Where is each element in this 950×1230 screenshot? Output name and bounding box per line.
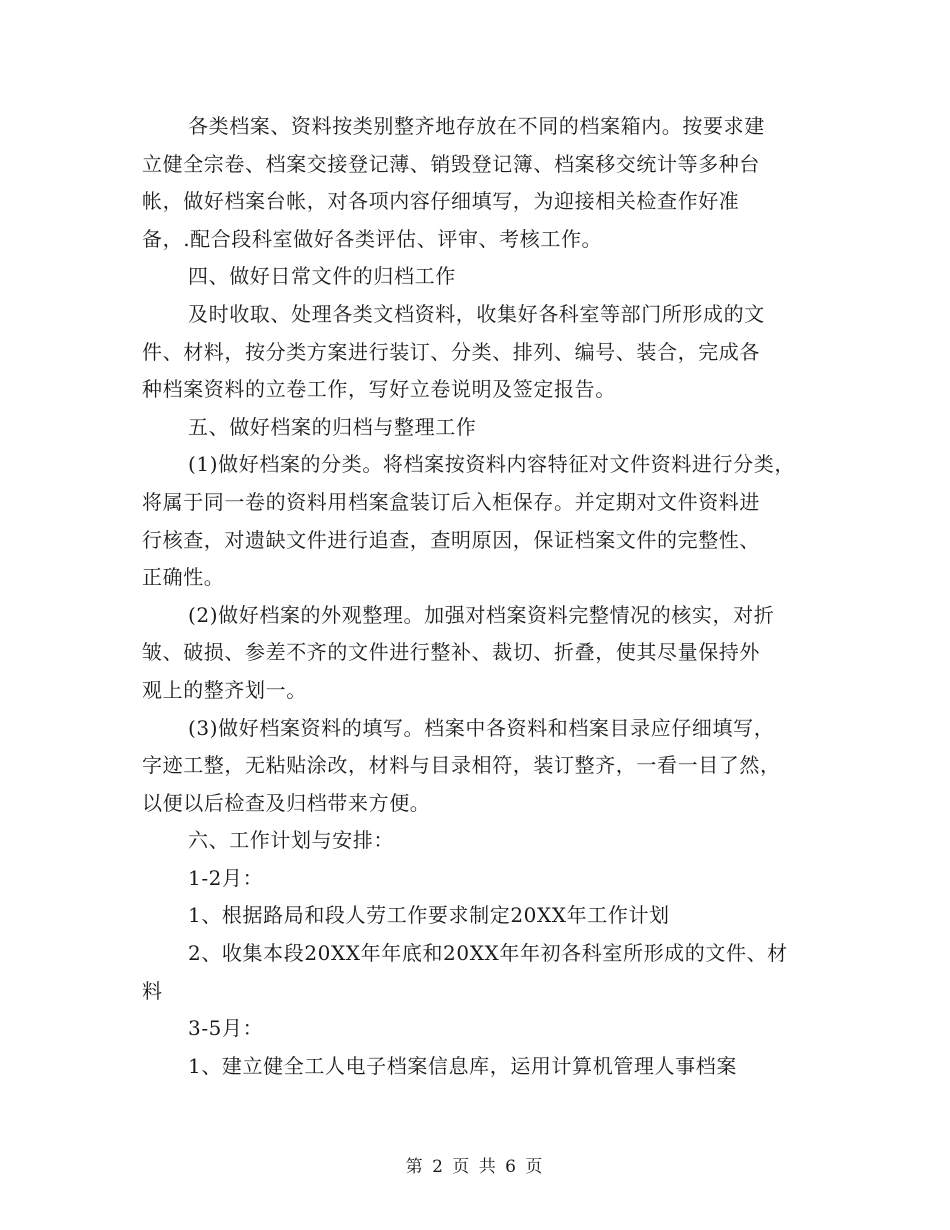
document-body <box>142 108 832 1085</box>
section-heading: 四、做好日常文件的归档工作 <box>188 264 456 289</box>
paragraph-line: 将属于同一卷的资料用档案盒装订后入柜保存。并定期对文件资料进 <box>142 489 760 514</box>
paragraph-line: 各类档案、资料按类别整齐地存放在不同的档案箱内。按要求建 <box>188 114 765 138</box>
paragraph-line: 观上的整齐划一。 <box>142 677 307 702</box>
section-heading: 六、工作计划与安排： <box>188 828 394 853</box>
schedule-item: 1、建立健全工人电子档案信息库，运用计算机管理人事档案 <box>188 1053 737 1078</box>
paragraph-line: (1)做好档案的分类。将档案按资料内容特征对文件资料进行分类， <box>188 452 795 477</box>
paragraph-line: 皱、破损、参差不齐的文件进行整补、裁切、折叠，使其尽量保持外 <box>142 640 760 665</box>
paragraph-line: 帐，做好档案台帐，对各项内容仔细填写，为迎接相关检查作好准 <box>142 189 740 214</box>
paragraph-line: 行核查，对遗缺文件进行追查，查明原因，保证档案文件的完整性、 <box>142 527 760 552</box>
page-number-footer: 第 2 页 共 6 页 <box>405 1157 545 1177</box>
paragraph-line: 及时收取、处理各类文档资料，收集好各科室等部门所形成的文 <box>188 301 765 326</box>
schedule-period: 3-5月： <box>188 1016 264 1041</box>
schedule-item: 料 <box>142 978 163 1003</box>
schedule-item: 1、根据路局和段人劳工作要求制定20XX年工作计划 <box>188 903 670 928</box>
paragraph-line: 种档案资料的立卷工作，写好立卷说明及签定报告。 <box>142 377 616 402</box>
paragraph-line: (2)做好档案的外观整理。加强对档案资料完整情况的核实，对折 <box>188 602 775 627</box>
schedule-period: 1-2月： <box>188 865 264 890</box>
paragraph-line: 字迹工整，无粘贴涂改，材料与目录相符，装订整齐，一看一目了然， <box>142 753 781 778</box>
paragraph-line: 备，.配合段科室做好各类评估、评审、考核工作。 <box>142 226 603 251</box>
paragraph-line: (3)做好档案资料的填写。档案中各资料和档案目录应仔细填写， <box>188 715 775 740</box>
schedule-item: 2、收集本段20XX年年底和20XX年年初各科室所形成的文件、材 <box>188 941 788 966</box>
paragraph-line: 件、材料，按分类方案进行装订、分类、排列、编号、装合，完成各 <box>142 339 760 364</box>
paragraph-line: 立健全宗卷、档案交接登记薄、销毁登记簿、档案移交统计等多种台 <box>142 151 760 176</box>
paragraph-line: 以便以后检查及归档带来方便。 <box>142 790 431 815</box>
paragraph-line: 正确性。 <box>142 565 225 590</box>
section-heading: 五、做好档案的归档与整理工作 <box>188 414 477 439</box>
